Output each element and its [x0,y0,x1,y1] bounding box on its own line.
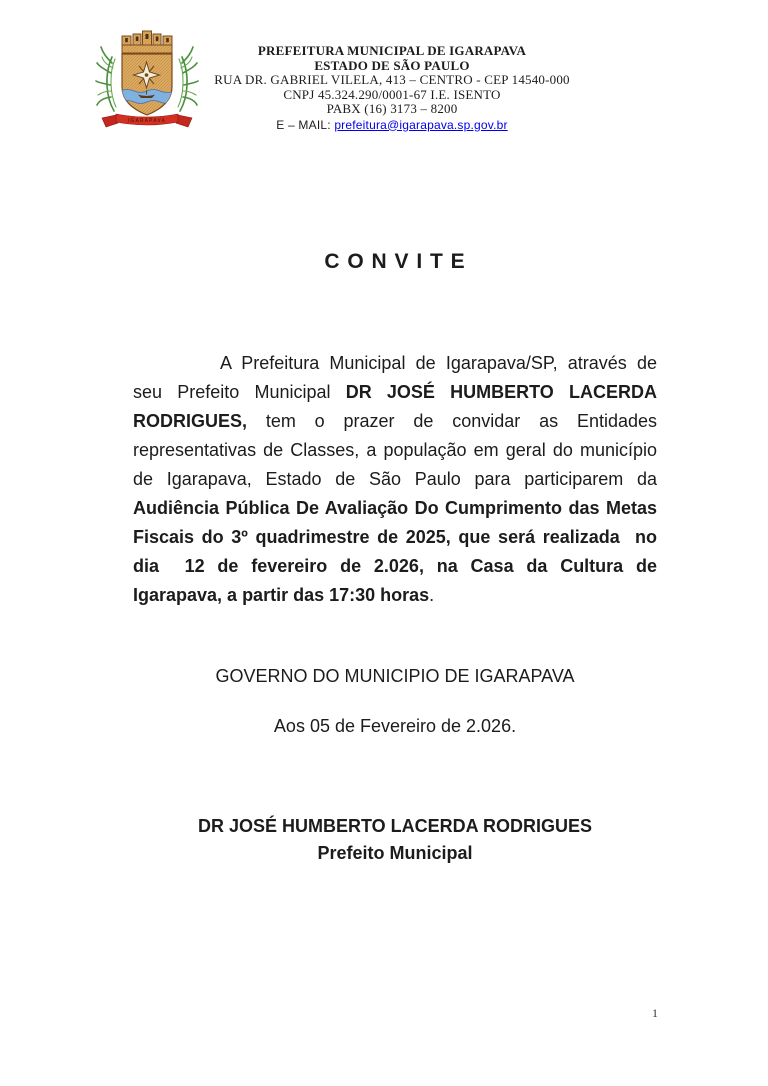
date-line: Aos 05 de Fevereiro de 2.026. [273,716,517,736]
signature-block [133,813,657,867]
crest-ribbon-text: IGARAPAVA [128,118,166,124]
letterhead-state: ESTADO DE SÃO PAULO [314,57,470,73]
letterhead [16,44,768,132]
letterhead-email-line [16,118,768,133]
letterhead-cnpj: CNPJ 45.324.290/0001-67 I.E. ISENTO [283,86,501,102]
government-line: GOVERNO DO MUNICIPIO DE IGARAPAVA [215,666,575,686]
signature-role: Prefeito Municipal [317,843,473,863]
letterhead-org-name: PREFEITURA MUNICIPAL DE IGARAPAVA [257,43,527,58]
document-title: C O N V I T E [324,250,466,273]
page-number: 1 [652,1006,658,1020]
signature-name: DR JOSÉ HUMBERTO LACERDA RODRIGUES [197,816,593,836]
invitation-paragraph [133,349,663,610]
email-link[interactable]: prefeitura@igarapava.sp.gov.br [334,117,508,132]
letterhead-phone: PABX (16) 3173 – 8200 [326,101,458,116]
body-segment-3: tem o prazer de convidar as Entidades representativas de Classes, a população em geral do município de Igarapava, Estado de São Paulo para participarem da [133,411,663,489]
body-mayor-name: DR JOSÉ HUMBERTO LACERDA RODRIGUES, [133,382,663,431]
body-segment-1: A Prefeitura Municipal de Igarapava/SP, através de seu Prefeito Municipal [133,353,663,402]
letterhead-address: RUA DR. GABRIEL VILELA, 413 – CENTRO - CEP 14540-000 [214,72,570,87]
body-segment-5: . [429,585,435,605]
body-event-details: Audiência Pública De Avaliação Do Cumprimento das Metas Fiscais do 3º quadrimestre de 2025, que será realizada no dia 12 de fevereiro de 2.026, na Casa da Cultura de Igarapava, a partir das 17:30 horas [133,498,663,605]
email-label: E – MAIL: [276,117,335,132]
